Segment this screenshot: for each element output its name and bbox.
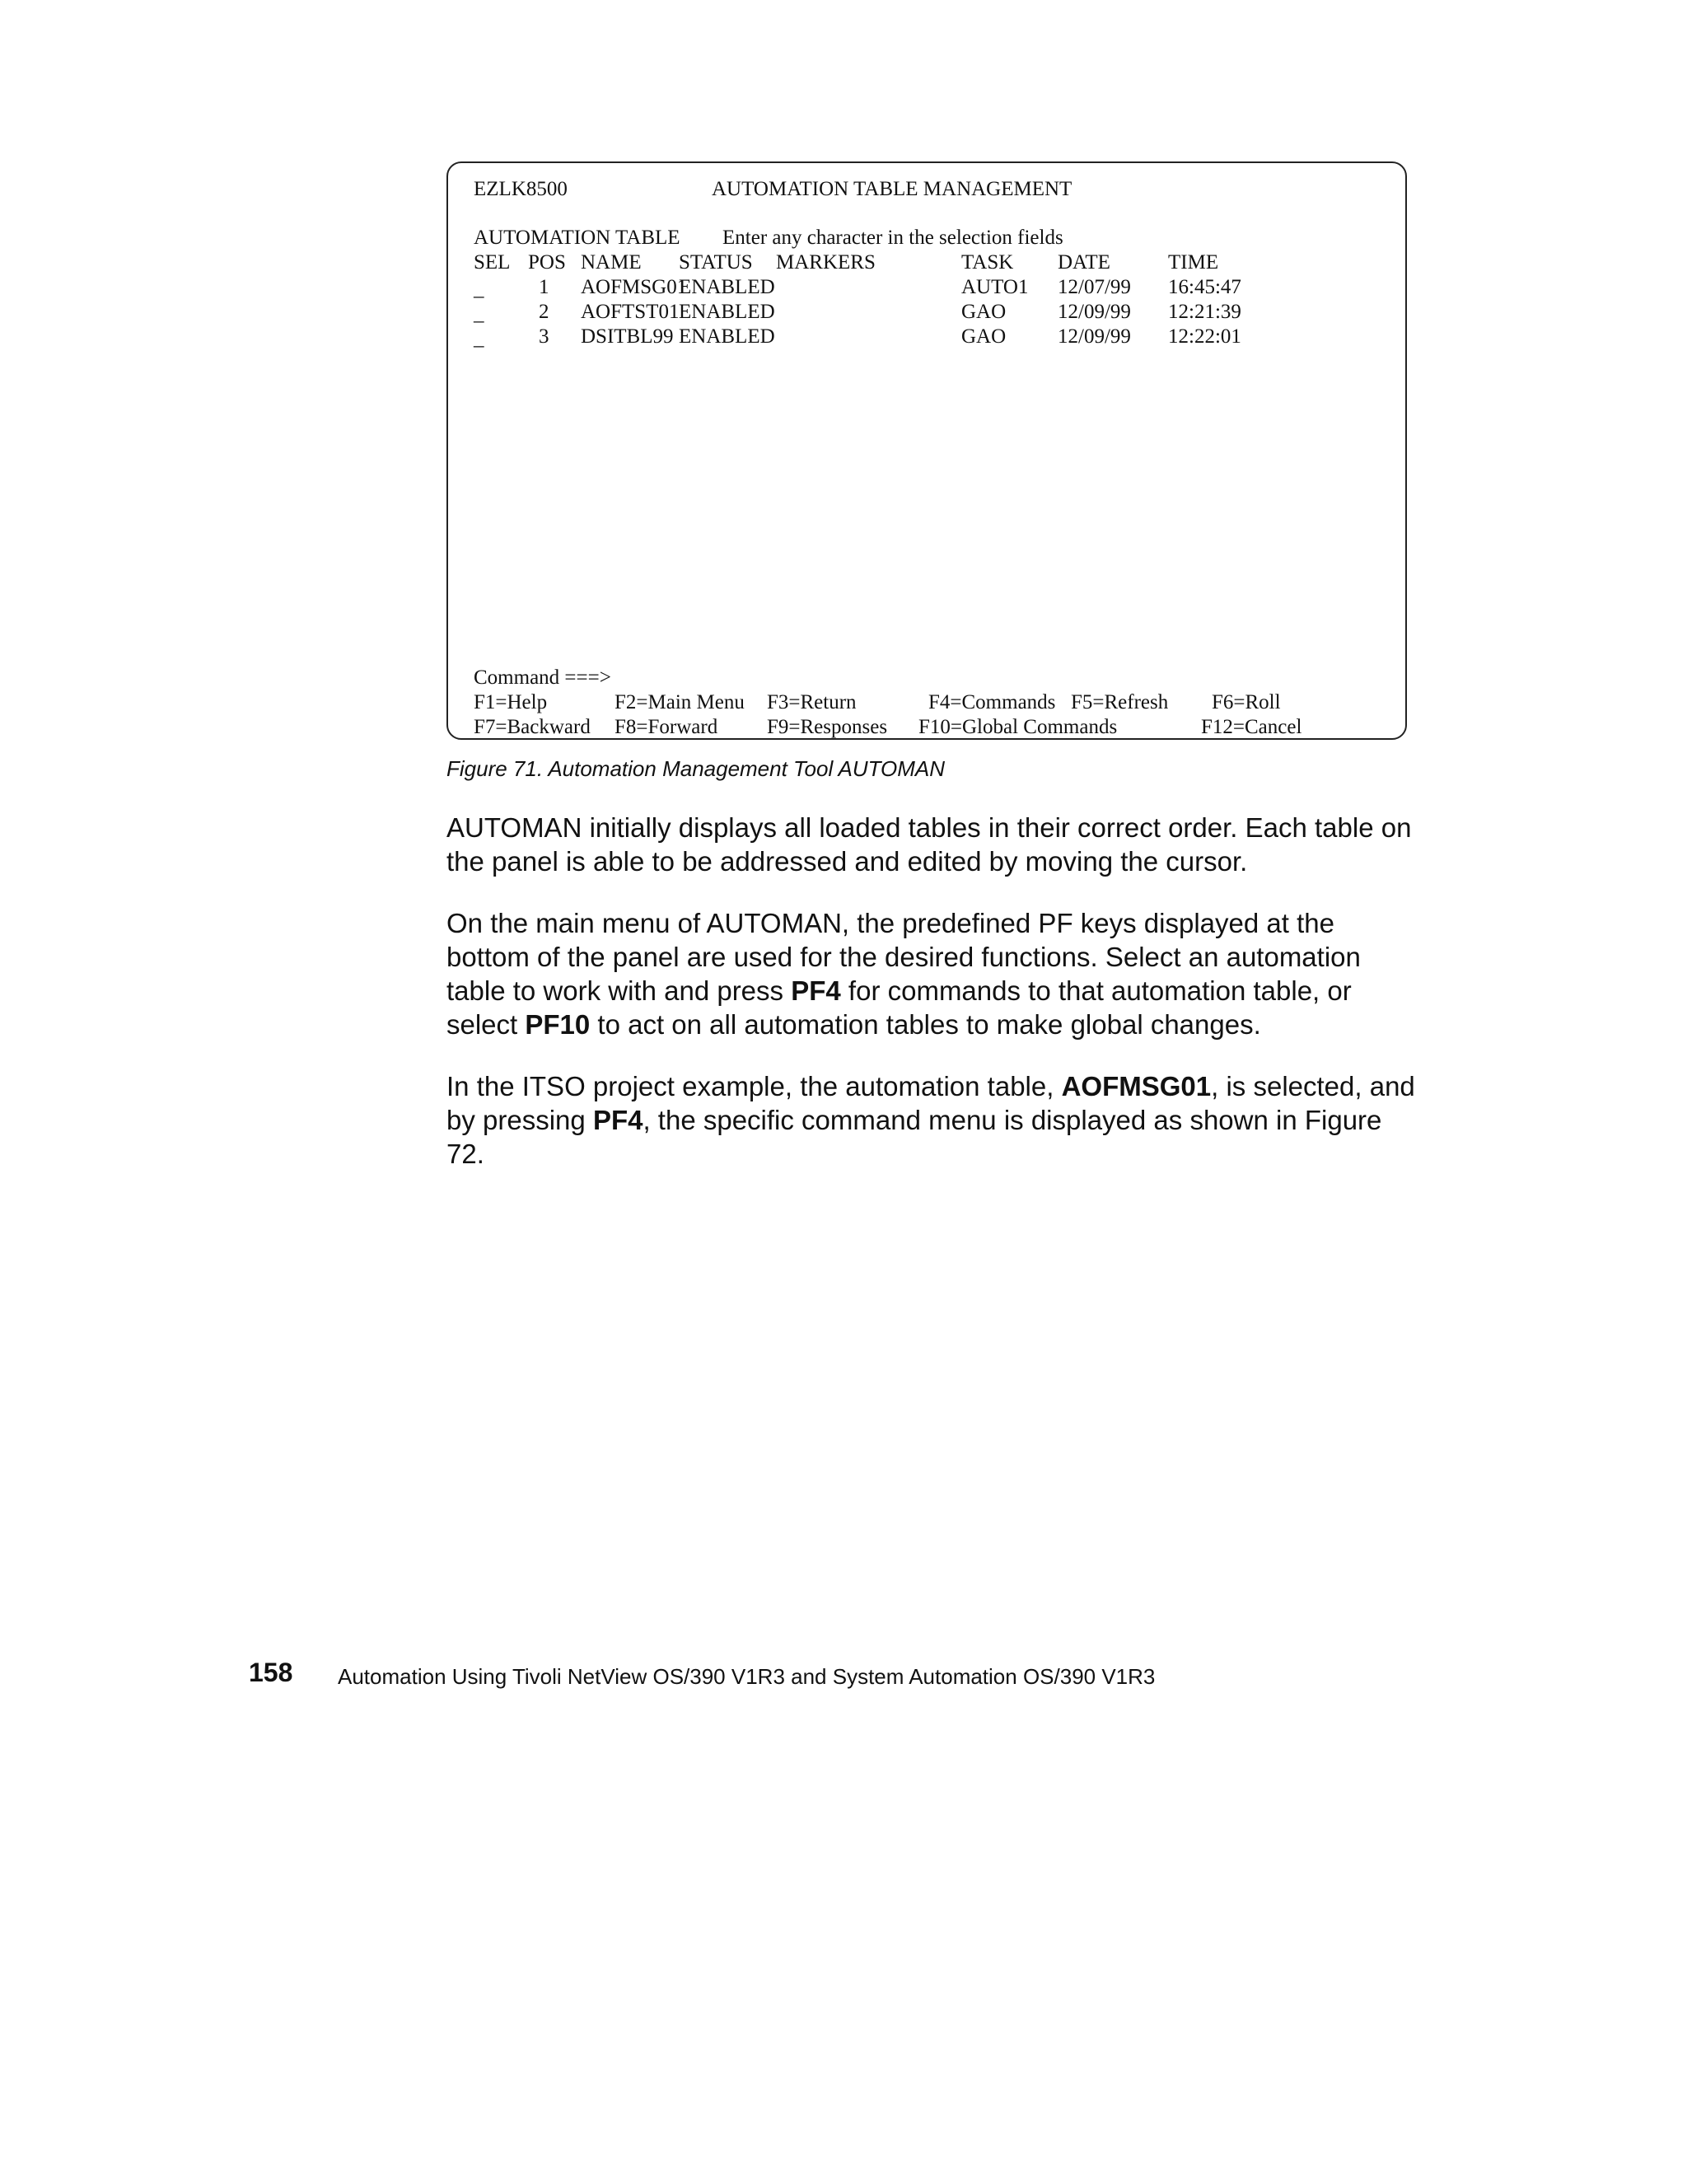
pf-key-f7-backward[interactable]: F7=Backward (474, 716, 591, 738)
paragraph-3 (446, 1069, 1418, 1171)
pf-key-f1-help[interactable]: F1=Help (474, 691, 548, 713)
col-header-time: TIME (1168, 251, 1219, 274)
paragraph-3-pf4: PF4 (592, 1105, 643, 1135)
row-3-name: DSITBL99 (581, 325, 674, 348)
section-label: AUTOMATION TABLE (474, 227, 680, 249)
row-2-sel-field[interactable]: _ (474, 302, 484, 325)
pf-key-f5-refresh[interactable]: F5=Refresh (1071, 691, 1169, 713)
row-2-pos: 2 (539, 301, 549, 323)
row-3-status: ENABLED (679, 325, 775, 348)
row-2-status: ENABLED (679, 301, 775, 323)
paragraph-2-pf4: PF4 (791, 975, 841, 1006)
pf-key-f6-roll[interactable]: F6=Roll (1212, 691, 1281, 713)
row-3-time: 12:22:01 (1168, 325, 1241, 348)
paragraph-2-text-c: for commands to that automation table, or select (446, 975, 1352, 1040)
paragraph-1: AUTOMAN initially displays all loaded tables in their correct order. Each table on the panel is able to be addressed and edited by moving the cursor. (446, 812, 1412, 877)
book-title: Automation Using Tivoli NetView OS/390 V1R3 and System Automation OS/390 V1R3 (338, 1664, 1156, 1689)
command-input[interactable]: Command ===> (474, 666, 611, 689)
paragraph-2 (446, 906, 1418, 1041)
row-1-name: AOFMSG01 (581, 276, 688, 298)
row-2-date: 12/09/99 (1058, 301, 1131, 323)
row-1-sel-field[interactable]: _ (474, 278, 484, 300)
paragraph-2-text-a: On the main menu of AUTOMAN, the predefined PF keys displayed at the bottom of the panel are used for the desired functions. Select an automation table to work with and press (446, 908, 1361, 1006)
row-3-sel-field[interactable]: _ (474, 327, 484, 349)
pf-key-f10-global-commands[interactable]: F10=Global Commands (918, 716, 1118, 738)
pf-key-f8-forward[interactable]: F8=Forward (615, 716, 718, 738)
paragraph-2-pf10: PF10 (525, 1009, 591, 1040)
row-1-status: ENABLED (679, 276, 775, 298)
row-2-name: AOFTST01 (581, 301, 680, 323)
row-3-date: 12/09/99 (1058, 325, 1131, 348)
paragraph-3-aofmsg01: AOFMSG01 (1061, 1071, 1212, 1101)
pf-key-f3-return[interactable]: F3=Return (767, 691, 857, 713)
figure-caption: Figure 71. Automation Management Tool AUTOMAN (446, 756, 946, 781)
row-3-pos: 3 (539, 325, 549, 348)
paragraph-2-text-e: to act on all automation tables to make global changes. (590, 1009, 1261, 1040)
page-number: 158 (249, 1658, 293, 1687)
row-1-date: 12/07/99 (1058, 276, 1131, 298)
col-header-status: STATUS (679, 251, 753, 274)
col-header-task: TASK (961, 251, 1014, 274)
row-3-task: GAO (961, 325, 1007, 348)
col-header-pos: POS (528, 251, 566, 274)
paragraph-3-text-e: , the specific command menu is displayed as shown in Figure 72. (446, 1105, 1382, 1169)
col-header-name: NAME (581, 251, 642, 274)
col-header-sel: SEL (474, 251, 511, 274)
col-header-markers: MARKERS (776, 251, 876, 274)
paragraph-3-text-c: , is selected, and by pressing (446, 1071, 1415, 1135)
pf-key-f12-cancel[interactable]: F12=Cancel (1201, 716, 1302, 738)
instruction-text: Enter any character in the selection fields (722, 227, 1063, 249)
panel-title: AUTOMATION TABLE MANAGEMENT (712, 178, 1072, 200)
row-1-task: AUTO1 (961, 276, 1029, 298)
row-2-time: 12:21:39 (1168, 301, 1241, 323)
row-2-task: GAO (961, 301, 1007, 323)
row-1-pos: 1 (539, 276, 549, 298)
row-1-time: 16:45:47 (1168, 276, 1241, 298)
pf-key-f4-commands[interactable]: F4=Commands (928, 691, 1056, 713)
paragraph-3-text-a: In the ITSO project example, the automation table, (446, 1071, 1062, 1101)
col-header-date: DATE (1058, 251, 1110, 274)
pf-key-f9-responses[interactable]: F9=Responses (767, 716, 888, 738)
panel-id: EZLK8500 (474, 178, 568, 200)
pf-key-f2-main-menu[interactable]: F2=Main Menu (615, 691, 745, 713)
